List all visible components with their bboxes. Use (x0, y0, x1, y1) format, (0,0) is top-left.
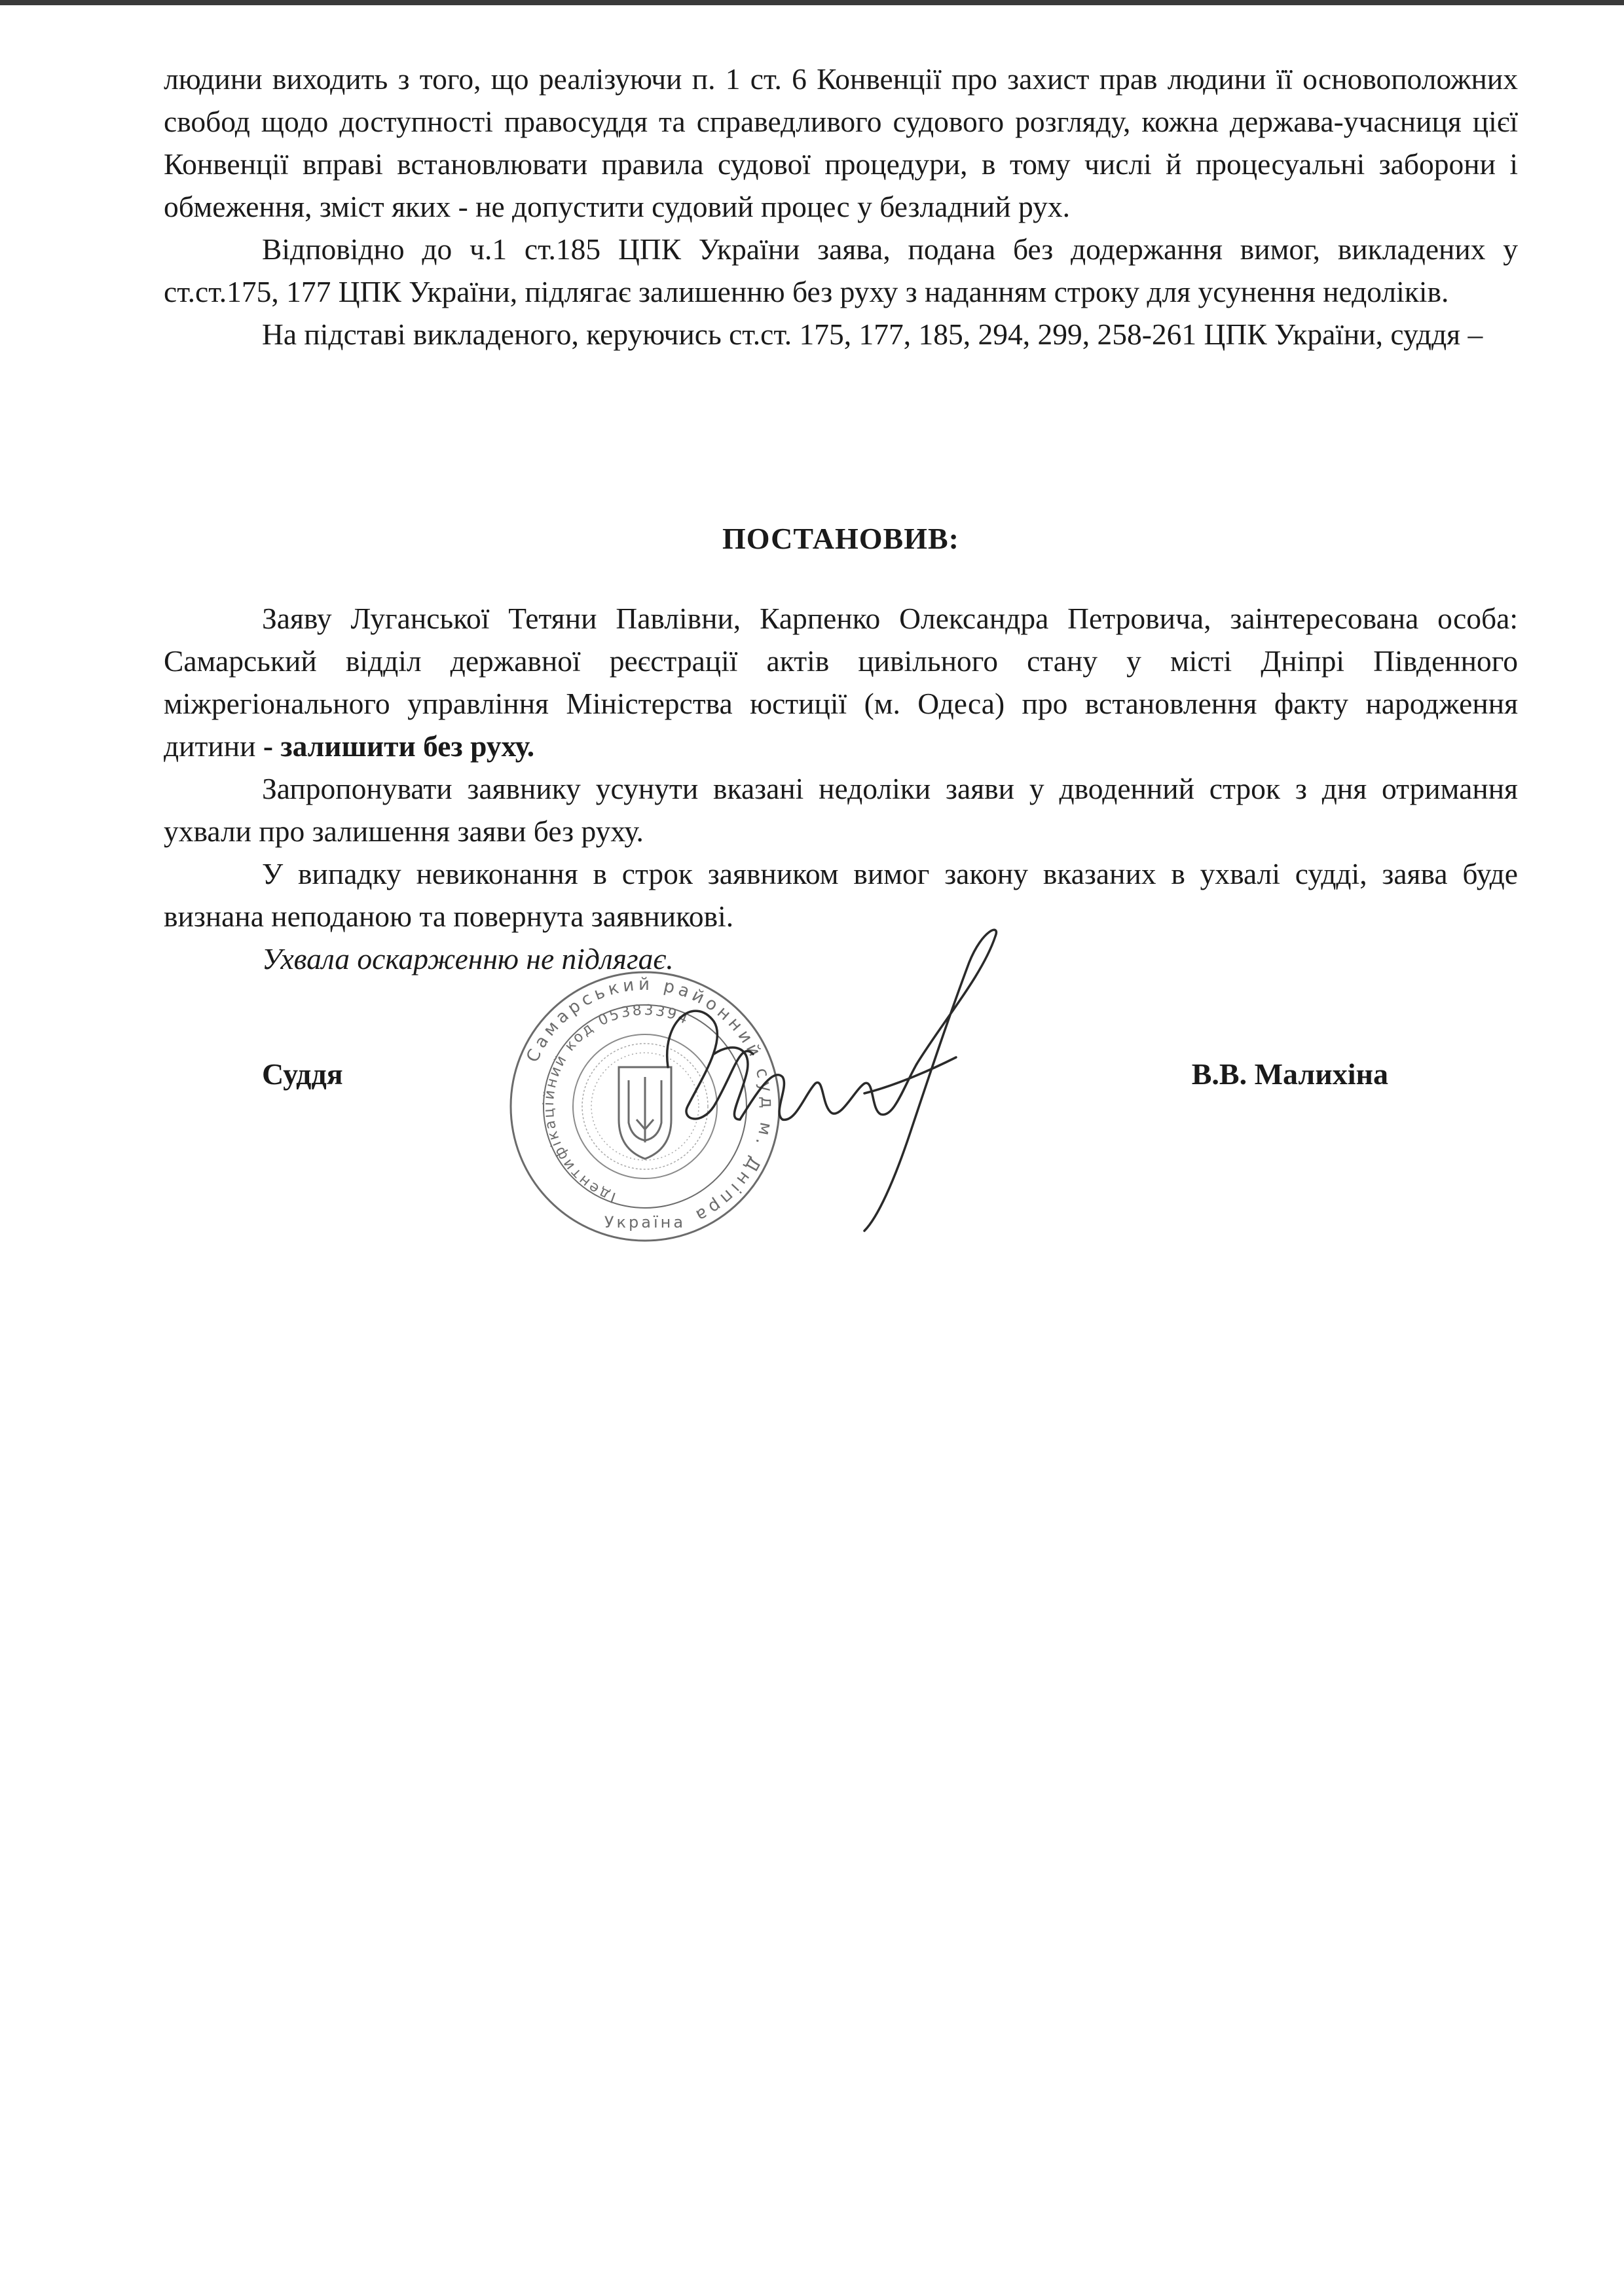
paragraph-article-185: Відповідно до ч.1 ст.185 ЦПК України заява, подана без додержання вимог, викладених у ст.ст.175, 177 ЦПК України, підлягає залишенню без руху з наданням строку для усунення недоліків. (164, 232, 1518, 308)
decision-item-deadline: Запропонувати заявнику усунути вказані недоліки заяви у дводенний строк з дня отримання ухвали про залишення заяви без руху. (164, 772, 1518, 848)
decision-item-leave-without-motion (164, 597, 1518, 767)
document-body (164, 58, 1518, 355)
paragraph-grounds: На підставі викладеного, керуючись ст.ст. 175, 177, 185, 294, 299, 258-261 ЦПК України, суддя – (262, 318, 1483, 351)
decision-heading: ПОСТАНОВИВ: (722, 522, 959, 555)
seal-outer-text: Самарський районний суд м. Дніпра (523, 974, 777, 1228)
paragraph-convention: людини виходить з того, що реалізуючи п. 1 ст. 6 Конвенції про захист прав людини її основоположних свобод щодо доступності правосуддя та справедливого судового розгляду, кожна держава-учасниця цієї Конвенції вправі встановлювати правила судової процедури, в тому числі й процесуальні заборони і обмеження, зміст яких - не допустити судовий процес у безладний рух. (164, 62, 1518, 223)
judge-role: Суддя (262, 1057, 343, 1091)
seal-bottom-text: Україна (604, 1213, 686, 1231)
decision-item-consequence: У випадку невиконання в строк заявником вимог закону вказаних в ухвалі судді, заява буде визнана неподаною та повернута заявникові. (164, 857, 1518, 933)
appeal-note: Ухвала оскарженню не підлягає. (262, 942, 674, 975)
seal-inner-text: Ідентифікаційний код 05383394 (540, 1002, 692, 1206)
scan-top-edge (0, 0, 1624, 5)
handwritten-signature (642, 923, 1008, 1264)
decision-item-ruling: - залишити без руху. (263, 729, 535, 763)
decision-item-text: Заяву Луганської Тетяни Павлівни, Карпенко Олександра Петровича, заінтересована особа: Самарський відділ державної реєстрації актів цивільного стану у місті Дніпрі Південного міжрегіонального управління Міністерства юстиції (м. Одеса) про встановлення факту народження дитини (164, 602, 1518, 763)
judge-name: В.В. Малихіна (1191, 1057, 1388, 1091)
